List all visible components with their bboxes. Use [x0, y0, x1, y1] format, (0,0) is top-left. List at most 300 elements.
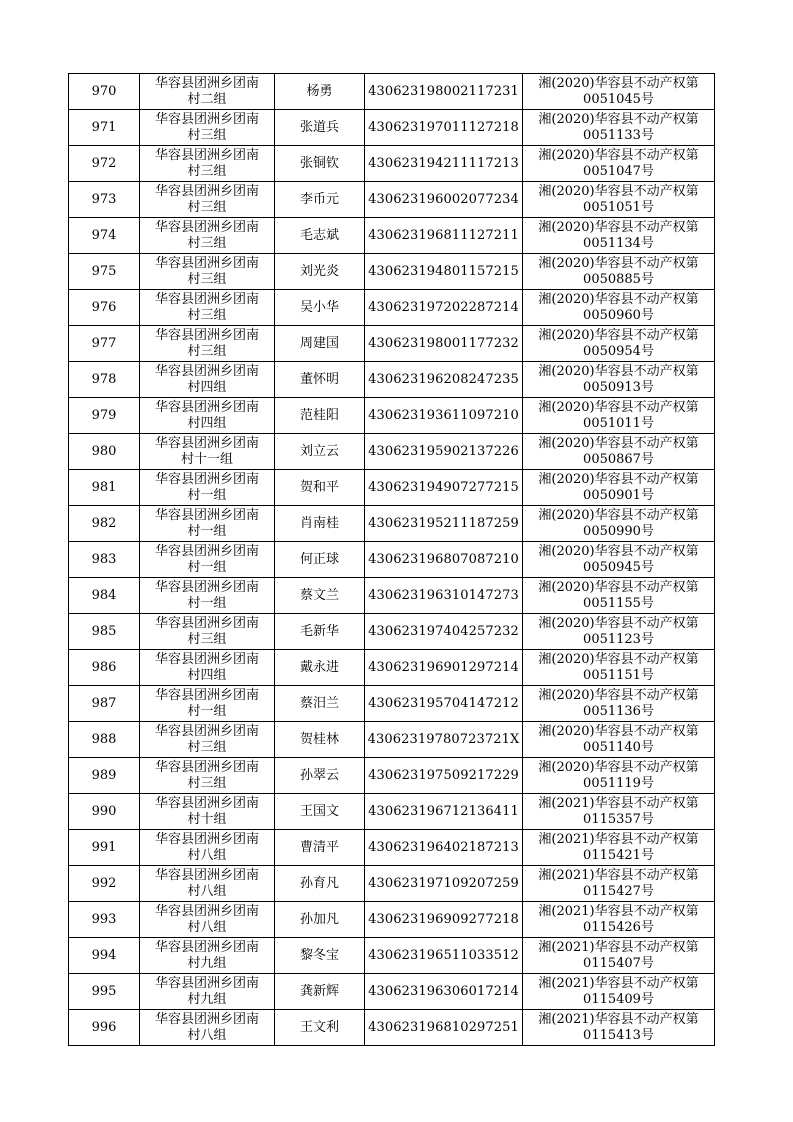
certificate-cell [523, 578, 715, 614]
address-line-2: 村八组 [187, 1027, 227, 1043]
address-line-2: 村三组 [187, 163, 227, 179]
certificate-line-1: 湘(2020)华容县不动产权第 [538, 183, 699, 199]
id-number: 430623197011127218 [368, 119, 519, 135]
address-cell [140, 722, 275, 758]
address-line-1: 华容县团洲乡团南 [154, 831, 259, 847]
certificate-cell [523, 1010, 715, 1046]
id-number: 430623196002077234 [368, 191, 519, 207]
address-line-1: 华容县团洲乡团南 [154, 867, 259, 883]
id-number: 430623194801157215 [368, 263, 519, 279]
certificate-line-2: 0115409号 [583, 991, 654, 1007]
address-line-2: 村四组 [187, 379, 227, 395]
owner-name-cell [275, 902, 365, 938]
owner-name: 贺和平 [299, 479, 339, 495]
table-row [69, 470, 715, 506]
id-number-cell [365, 758, 523, 794]
address-line-1: 华容县团洲乡团南 [154, 939, 259, 955]
owner-name: 肖南桂 [299, 515, 339, 531]
address-line-1: 华容县团洲乡团南 [154, 723, 259, 739]
certificate-line-2: 0115357号 [583, 811, 654, 827]
row-number-cell [69, 938, 140, 974]
id-number: 430623197404257232 [368, 623, 519, 639]
address-line-2: 村四组 [187, 667, 227, 683]
property-register-table [68, 73, 715, 1046]
table-row [69, 542, 715, 578]
certificate-line-1: 湘(2020)华容县不动产权第 [538, 147, 699, 163]
certificate-line-2: 0050885号 [583, 271, 654, 287]
address-cell [140, 470, 275, 506]
id-number-cell [365, 686, 523, 722]
table-row [69, 866, 715, 902]
id-number-cell [365, 146, 523, 182]
address-cell [140, 362, 275, 398]
id-number-cell [365, 74, 523, 110]
owner-name: 毛志斌 [299, 227, 339, 243]
id-number-cell [365, 974, 523, 1010]
certificate-line-1: 湘(2020)华容县不动产权第 [538, 435, 699, 451]
id-number-cell [365, 938, 523, 974]
row-number: 984 [91, 587, 117, 603]
row-number-cell [69, 830, 140, 866]
certificate-line-1: 湘(2020)华容县不动产权第 [538, 291, 699, 307]
certificate-cell [523, 974, 715, 1010]
certificate-cell [523, 866, 715, 902]
table-body [69, 74, 715, 1046]
certificate-line-2: 0115426号 [583, 919, 654, 935]
table-row [69, 794, 715, 830]
certificate-line-2: 0050901号 [583, 487, 654, 503]
row-number: 977 [91, 335, 117, 351]
table-row [69, 722, 715, 758]
certificate-line-2: 0115413号 [583, 1027, 654, 1043]
id-number-cell [365, 1010, 523, 1046]
owner-name: 何正球 [299, 551, 339, 567]
address-line-2: 村四组 [187, 415, 227, 431]
table-row [69, 110, 715, 146]
owner-name-cell [275, 614, 365, 650]
row-number: 993 [91, 911, 117, 927]
certificate-line-1: 湘(2021)华容县不动产权第 [538, 975, 699, 991]
table-row [69, 398, 715, 434]
row-number: 980 [91, 443, 117, 459]
id-number-cell [365, 794, 523, 830]
id-number: 430623196712136411 [368, 803, 519, 819]
certificate-line-1: 湘(2020)华容县不动产权第 [538, 759, 699, 775]
row-number-cell [69, 974, 140, 1010]
address-line-1: 华容县团洲乡团南 [154, 183, 259, 199]
address-line-2: 村三组 [187, 199, 227, 215]
owner-name-cell [275, 74, 365, 110]
address-line-2: 村三组 [187, 631, 227, 647]
owner-name-cell [275, 182, 365, 218]
certificate-line-2: 0050990号 [583, 523, 654, 539]
certificate-line-1: 湘(2020)华容县不动产权第 [538, 687, 699, 703]
address-line-2: 村八组 [187, 847, 227, 863]
certificate-cell [523, 722, 715, 758]
id-number: 430623196901297214 [368, 659, 519, 675]
address-line-1: 华容县团洲乡团南 [154, 687, 259, 703]
certificate-line-2: 0051133号 [583, 127, 654, 143]
row-number-cell [69, 254, 140, 290]
table-row [69, 290, 715, 326]
address-line-1: 华容县团洲乡团南 [154, 1011, 259, 1027]
address-line-1: 华容县团洲乡团南 [154, 579, 259, 595]
owner-name: 王国文 [299, 803, 339, 819]
address-cell [140, 902, 275, 938]
certificate-cell [523, 830, 715, 866]
id-number-cell [365, 470, 523, 506]
id-number: 430623196306017214 [368, 983, 519, 999]
id-number-cell [365, 182, 523, 218]
certificate-cell [523, 506, 715, 542]
row-number-cell [69, 182, 140, 218]
row-number: 973 [91, 191, 117, 207]
owner-name-cell [275, 434, 365, 470]
owner-name: 蔡文兰 [299, 587, 339, 603]
owner-name-cell [275, 830, 365, 866]
address-line-1: 华容县团洲乡团南 [154, 903, 259, 919]
address-line-2: 村十组 [187, 811, 227, 827]
row-number-cell [69, 902, 140, 938]
owner-name: 戴永进 [299, 659, 339, 675]
owner-name: 杨勇 [306, 83, 333, 99]
address-cell [140, 578, 275, 614]
row-number-cell [69, 362, 140, 398]
address-cell [140, 254, 275, 290]
row-number: 990 [91, 803, 117, 819]
table-row [69, 1010, 715, 1046]
address-line-1: 华容县团洲乡团南 [154, 471, 259, 487]
address-cell [140, 866, 275, 902]
address-cell [140, 290, 275, 326]
row-number: 981 [91, 479, 117, 495]
row-number-cell [69, 542, 140, 578]
certificate-line-2: 0115427号 [583, 883, 654, 899]
address-cell [140, 830, 275, 866]
id-number-cell [365, 722, 523, 758]
certificate-cell [523, 434, 715, 470]
address-cell [140, 938, 275, 974]
table-row [69, 758, 715, 794]
row-number: 995 [91, 983, 117, 999]
address-cell [140, 758, 275, 794]
table-row [69, 686, 715, 722]
id-number-cell [365, 650, 523, 686]
certificate-line-1: 湘(2021)华容县不动产权第 [538, 831, 699, 847]
certificate-cell [523, 758, 715, 794]
id-number: 430623195902137226 [368, 443, 519, 459]
certificate-cell [523, 182, 715, 218]
row-number: 985 [91, 623, 117, 639]
address-line-1: 华容县团洲乡团南 [154, 759, 259, 775]
address-line-2: 村九组 [187, 955, 227, 971]
table-row [69, 830, 715, 866]
owner-name-cell [275, 542, 365, 578]
id-number: 430623196511033512 [368, 947, 519, 963]
certificate-line-2: 0051051号 [583, 199, 654, 215]
certificate-line-1: 湘(2020)华容县不动产权第 [538, 723, 699, 739]
id-number: 430623195704147212 [368, 695, 519, 711]
certificate-line-1: 湘(2020)华容县不动产权第 [538, 255, 699, 271]
table-row [69, 218, 715, 254]
owner-name-cell [275, 506, 365, 542]
address-cell [140, 614, 275, 650]
address-line-2: 村二组 [187, 91, 227, 107]
certificate-line-1: 湘(2021)华容县不动产权第 [538, 867, 699, 883]
row-number: 982 [91, 515, 117, 531]
certificate-cell [523, 254, 715, 290]
address-line-2: 村十一组 [180, 451, 233, 467]
row-number-cell [69, 146, 140, 182]
address-cell [140, 74, 275, 110]
row-number: 989 [91, 767, 117, 783]
certificate-cell [523, 614, 715, 650]
id-number-cell [365, 542, 523, 578]
id-number-cell [365, 326, 523, 362]
certificate-line-2: 0051136号 [583, 703, 654, 719]
address-line-1: 华容县团洲乡团南 [154, 363, 259, 379]
certificate-line-2: 0115407号 [583, 955, 654, 971]
row-number: 974 [91, 227, 117, 243]
address-line-1: 华容县团洲乡团南 [154, 219, 259, 235]
certificate-cell [523, 74, 715, 110]
row-number-cell [69, 794, 140, 830]
owner-name: 刘立云 [299, 443, 339, 459]
certificate-line-2: 0115421号 [583, 847, 654, 863]
certificate-cell [523, 110, 715, 146]
certificate-line-2: 0050867号 [583, 451, 654, 467]
id-number: 430623198001177232 [368, 335, 519, 351]
id-number: 430623198002117231 [368, 83, 519, 99]
address-cell [140, 542, 275, 578]
row-number-cell [69, 218, 140, 254]
id-number-cell [365, 218, 523, 254]
certificate-line-2: 0051134号 [583, 235, 654, 251]
owner-name: 孙育凡 [299, 875, 339, 891]
id-number-cell [365, 506, 523, 542]
certificate-line-1: 湘(2020)华容县不动产权第 [538, 111, 699, 127]
certificate-line-1: 湘(2020)华容县不动产权第 [538, 579, 699, 595]
row-number-cell [69, 650, 140, 686]
certificate-cell [523, 542, 715, 578]
row-number: 996 [91, 1019, 117, 1035]
certificate-line-1: 湘(2020)华容县不动产权第 [538, 615, 699, 631]
owner-name: 孙加凡 [299, 911, 339, 927]
address-line-1: 华容县团洲乡团南 [154, 399, 259, 415]
id-number-cell [365, 866, 523, 902]
owner-name: 周建国 [299, 335, 339, 351]
row-number: 972 [91, 155, 117, 171]
address-line-1: 华容县团洲乡团南 [154, 327, 259, 343]
certificate-line-1: 湘(2021)华容县不动产权第 [538, 795, 699, 811]
id-number: 430623196208247235 [368, 371, 519, 387]
address-line-1: 华容县团洲乡团南 [154, 255, 259, 271]
address-line-1: 华容县团洲乡团南 [154, 615, 259, 631]
row-number: 970 [91, 83, 117, 99]
owner-name-cell [275, 1010, 365, 1046]
address-cell [140, 326, 275, 362]
owner-name-cell [275, 218, 365, 254]
address-line-1: 华容县团洲乡团南 [154, 975, 259, 991]
certificate-line-1: 湘(2021)华容县不动产权第 [538, 903, 699, 919]
certificate-line-1: 湘(2020)华容县不动产权第 [538, 219, 699, 235]
certificate-cell [523, 218, 715, 254]
owner-name-cell [275, 578, 365, 614]
id-number: 430623197109207259 [368, 875, 519, 891]
row-number: 987 [91, 695, 117, 711]
owner-name-cell [275, 470, 365, 506]
address-line-1: 华容县团洲乡团南 [154, 291, 259, 307]
id-number-cell [365, 362, 523, 398]
address-line-1: 华容县团洲乡团南 [154, 795, 259, 811]
certificate-cell [523, 902, 715, 938]
address-cell [140, 974, 275, 1010]
table-row [69, 74, 715, 110]
id-number-cell [365, 398, 523, 434]
id-number-cell [365, 614, 523, 650]
row-number-cell [69, 74, 140, 110]
certificate-line-2: 0051045号 [583, 91, 654, 107]
address-line-1: 华容县团洲乡团南 [154, 147, 259, 163]
row-number-cell [69, 290, 140, 326]
certificate-cell [523, 326, 715, 362]
row-number-cell [69, 614, 140, 650]
address-line-2: 村三组 [187, 739, 227, 755]
address-cell [140, 506, 275, 542]
address-line-2: 村三组 [187, 775, 227, 791]
address-line-1: 华容县团洲乡团南 [154, 111, 259, 127]
row-number: 988 [91, 731, 117, 747]
address-cell [140, 1010, 275, 1046]
certificate-line-2: 0051123号 [583, 631, 654, 647]
table-row [69, 506, 715, 542]
address-line-1: 华容县团洲乡团南 [154, 543, 259, 559]
address-line-1: 华容县团洲乡团南 [154, 75, 259, 91]
owner-name: 张铜钦 [299, 155, 339, 171]
certificate-line-2: 0050945号 [583, 559, 654, 575]
address-cell [140, 110, 275, 146]
owner-name-cell [275, 794, 365, 830]
certificate-line-1: 湘(2020)华容县不动产权第 [538, 327, 699, 343]
address-line-2: 村八组 [187, 883, 227, 899]
owner-name: 孙翠云 [299, 767, 339, 783]
table-row [69, 254, 715, 290]
owner-name: 张道兵 [299, 119, 339, 135]
owner-name-cell [275, 398, 365, 434]
row-number-cell [69, 758, 140, 794]
owner-name: 吴小华 [299, 299, 339, 315]
address-line-1: 华容县团洲乡团南 [154, 507, 259, 523]
address-line-2: 村一组 [187, 523, 227, 539]
certificate-cell [523, 290, 715, 326]
owner-name: 王文利 [299, 1019, 339, 1035]
certificate-line-1: 湘(2020)华容县不动产权第 [538, 399, 699, 415]
address-line-2: 村一组 [187, 595, 227, 611]
id-number-cell [365, 434, 523, 470]
owner-name-cell [275, 722, 365, 758]
certificate-line-2: 0051140号 [583, 739, 654, 755]
owner-name-cell [275, 110, 365, 146]
id-number-cell [365, 578, 523, 614]
address-line-2: 村三组 [187, 271, 227, 287]
certificate-line-2: 0050954号 [583, 343, 654, 359]
certificate-line-2: 0050913号 [583, 379, 654, 395]
owner-name: 董怀明 [299, 371, 339, 387]
certificate-line-1: 湘(2021)华容县不动产权第 [538, 1011, 699, 1027]
owner-name: 龚新辉 [299, 983, 339, 999]
id-number: 430623194907277215 [368, 479, 519, 495]
owner-name: 范桂阳 [299, 407, 339, 423]
address-cell [140, 794, 275, 830]
owner-name-cell [275, 866, 365, 902]
table-row [69, 182, 715, 218]
address-line-2: 村三组 [187, 235, 227, 251]
owner-name-cell [275, 326, 365, 362]
row-number-cell [69, 506, 140, 542]
owner-name-cell [275, 758, 365, 794]
certificate-cell [523, 146, 715, 182]
row-number: 971 [91, 119, 117, 135]
owner-name-cell [275, 686, 365, 722]
certificate-line-1: 湘(2020)华容县不动产权第 [538, 75, 699, 91]
table-row [69, 362, 715, 398]
owner-name: 蔡汨兰 [299, 695, 339, 711]
address-cell [140, 434, 275, 470]
table-row [69, 938, 715, 974]
owner-name-cell [275, 650, 365, 686]
certificate-line-1: 湘(2020)华容县不动产权第 [538, 363, 699, 379]
row-number-cell [69, 398, 140, 434]
owner-name: 曹清平 [299, 839, 339, 855]
owner-name-cell [275, 146, 365, 182]
id-number-cell [365, 830, 523, 866]
id-number: 430623193611097210 [368, 407, 519, 423]
certificate-line-2: 0051011号 [583, 415, 654, 431]
certificate-line-1: 湘(2020)华容县不动产权第 [538, 651, 699, 667]
address-line-1: 华容县团洲乡团南 [154, 435, 259, 451]
row-number-cell [69, 434, 140, 470]
owner-name: 黎冬宝 [299, 947, 339, 963]
owner-name: 李币元 [299, 191, 339, 207]
address-line-2: 村三组 [187, 127, 227, 143]
id-number-cell [365, 254, 523, 290]
certificate-line-2: 0051155号 [583, 595, 654, 611]
table-row [69, 650, 715, 686]
owner-name: 毛新华 [299, 623, 339, 639]
row-number: 992 [91, 875, 117, 891]
certificate-cell [523, 362, 715, 398]
certificate-line-1: 湘(2020)华容县不动产权第 [538, 507, 699, 523]
certificate-line-2: 0051119号 [583, 775, 654, 791]
certificate-cell [523, 398, 715, 434]
row-number: 991 [91, 839, 117, 855]
id-number: 430623194211117213 [368, 155, 519, 171]
certificate-line-2: 0050960号 [583, 307, 654, 323]
row-number-cell [69, 866, 140, 902]
id-number-cell [365, 110, 523, 146]
table-row [69, 974, 715, 1010]
id-number: 430623196811127211 [368, 227, 519, 243]
row-number-cell [69, 326, 140, 362]
table-row [69, 434, 715, 470]
table-row [69, 578, 715, 614]
id-number: 430623197202287214 [368, 299, 519, 315]
owner-name-cell [275, 362, 365, 398]
address-line-2: 村三组 [187, 307, 227, 323]
address-cell [140, 398, 275, 434]
row-number: 994 [91, 947, 117, 963]
id-number: 430623196402187213 [368, 839, 519, 855]
